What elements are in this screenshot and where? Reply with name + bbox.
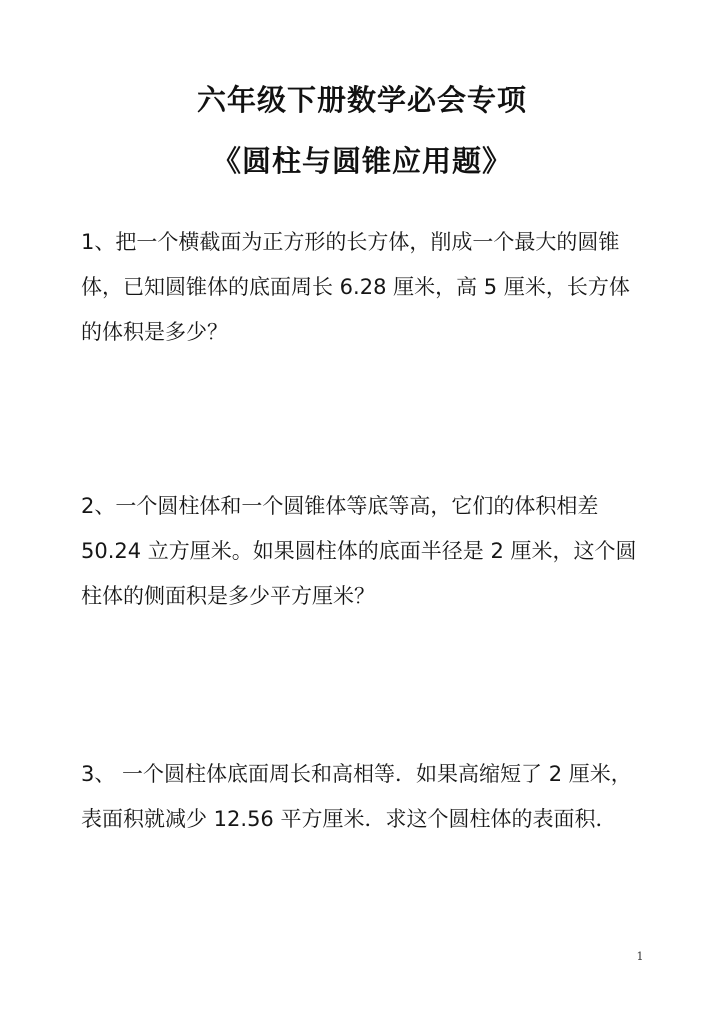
question-2-line-1: 2、一个圆柱体和一个圆锥体等底等高，它们的体积相差 (81, 494, 599, 518)
question-3-line-1: 3、 一个圆柱体底面周长和高相等．如果高缩短了 2 厘米， (81, 762, 632, 786)
question-2-line-2: 50.24 立方厘米。如果圆柱体的底面半径是 2 厘米，这个圆 (81, 539, 637, 563)
question-1-line-1: 1、把一个横截面为正方形的长方体，削成一个最大的圆锥 (81, 230, 620, 254)
question-3 (81, 752, 651, 842)
page-number: 1 (636, 950, 644, 963)
question-1-line-3: 的体积是多少？ (81, 320, 228, 344)
question-3-line-2: 表面积就减少 12.56 平方厘米．求这个圆柱体的表面积． (81, 807, 617, 831)
question-2 (81, 484, 651, 619)
document-subtitle: 《圆柱与圆锥应用题》 (211, 144, 512, 178)
question-1-line-2: 体，已知圆锥体的底面周长 6.28 厘米，高 5 厘米，长方体 (81, 275, 630, 299)
question-1 (81, 220, 651, 355)
document-title: 六年级下册数学必会专项 (196, 83, 527, 117)
question-2-line-3: 柱体的侧面积是多少平方厘米？ (81, 584, 375, 608)
